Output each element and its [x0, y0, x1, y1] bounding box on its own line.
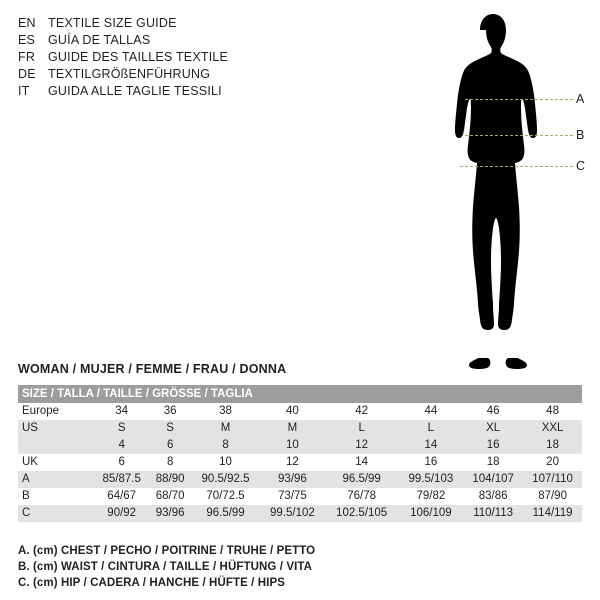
- cell: 6: [94, 454, 149, 471]
- cell: 114/119: [523, 505, 582, 522]
- language-row: [18, 84, 318, 101]
- cell: XL: [463, 420, 523, 437]
- cell: 102.5/105: [325, 505, 399, 522]
- legend-row-hip: C. (cm) HIP / CADERA / HANCHE / HÜFTE / HIPS: [18, 577, 286, 589]
- hip-measure-letter: C: [576, 159, 586, 173]
- language-title: GUIDE DES TAILLES TEXTILE: [48, 50, 229, 64]
- cell: 79/82: [399, 488, 464, 505]
- row-label: [18, 437, 94, 454]
- language-row: [18, 33, 318, 50]
- language-code: ES: [18, 33, 36, 47]
- cell: 99.5/102: [260, 505, 325, 522]
- cell: 8: [191, 437, 260, 454]
- table-row: [18, 403, 582, 420]
- cell: 87/90: [523, 488, 582, 505]
- row-label: US: [18, 420, 94, 437]
- row-label: A: [18, 471, 94, 488]
- cell: 107/110: [523, 471, 582, 488]
- language-title: TEXTILE SIZE GUIDE: [48, 16, 177, 30]
- table-header-row: [18, 385, 582, 403]
- table-header-label: SIZE / TALLA / TAILLE / GRÖSSE / TAGLIA: [18, 385, 582, 403]
- legend-row-waist: B. (cm) WAIST / CINTURA / TAILLE / HÜFTUNG / VITA: [18, 561, 313, 573]
- cell: 20: [523, 454, 582, 471]
- cell: 76/78: [325, 488, 399, 505]
- cell: 14: [325, 454, 399, 471]
- cell: 93/96: [149, 505, 191, 522]
- cell: 10: [191, 454, 260, 471]
- language-code: IT: [18, 84, 30, 98]
- cell: 8: [149, 454, 191, 471]
- cell: 70/72.5: [191, 488, 260, 505]
- cell: 36: [149, 403, 191, 420]
- language-code: EN: [18, 16, 36, 30]
- row-label: UK: [18, 454, 94, 471]
- cell: 73/75: [260, 488, 325, 505]
- cell: M: [260, 420, 325, 437]
- cell: M: [191, 420, 260, 437]
- table-row: [18, 505, 582, 522]
- cell: 42: [325, 403, 399, 420]
- cell: 14: [399, 437, 464, 454]
- language-title: GUÍA DE TALLAS: [48, 33, 151, 47]
- language-title: TEXTILGRÖßENFÜHRUNG: [48, 67, 211, 81]
- cell: L: [325, 420, 399, 437]
- body-figure: [430, 8, 595, 378]
- language-code: FR: [18, 50, 36, 64]
- cell: 83/86: [463, 488, 523, 505]
- cell: 12: [260, 454, 325, 471]
- section-title: WOMAN / MUJER / FEMME / FRAU / DONNA: [18, 362, 287, 376]
- cell: 96.5/99: [191, 505, 260, 522]
- measurement-legend: [18, 543, 578, 591]
- cell: 18: [463, 454, 523, 471]
- table-row: [18, 471, 582, 488]
- chest-measure-letter: A: [576, 92, 585, 106]
- cell: 16: [399, 454, 464, 471]
- language-row: [18, 67, 318, 84]
- table-row: [18, 454, 582, 471]
- language-header-block: [18, 16, 318, 101]
- cell: 90.5/92.5: [191, 471, 260, 488]
- cell: 48: [523, 403, 582, 420]
- cell: 4: [94, 437, 149, 454]
- cell: 85/87.5: [94, 471, 149, 488]
- cell: XXL: [523, 420, 582, 437]
- cell: 6: [149, 437, 191, 454]
- cell: 34: [94, 403, 149, 420]
- legend-row-chest: A. (cm) CHEST / PECHO / POITRINE / TRUHE / PETTO: [18, 545, 316, 557]
- cell: 46: [463, 403, 523, 420]
- row-label: B: [18, 488, 94, 505]
- cell: 44: [399, 403, 464, 420]
- hip-measure-line: [460, 166, 573, 168]
- table-row: [18, 437, 582, 454]
- female-silhouette-icon: [430, 8, 595, 378]
- table-row: [18, 420, 582, 437]
- cell: S: [149, 420, 191, 437]
- cell: 12: [325, 437, 399, 454]
- cell: S: [94, 420, 149, 437]
- cell: L: [399, 420, 464, 437]
- cell: 88/90: [149, 471, 191, 488]
- cell: 40: [260, 403, 325, 420]
- cell: 99.5/103: [399, 471, 464, 488]
- cell: 68/70: [149, 488, 191, 505]
- cell: 16: [463, 437, 523, 454]
- cell: 38: [191, 403, 260, 420]
- language-row: [18, 16, 318, 33]
- chest-measure-line: [465, 99, 573, 101]
- cell: 93/96: [260, 471, 325, 488]
- size-table: [18, 385, 582, 522]
- waist-measure-line: [465, 135, 573, 137]
- cell: 106/109: [399, 505, 464, 522]
- cell: 64/67: [94, 488, 149, 505]
- row-label: C: [18, 505, 94, 522]
- row-label: Europe: [18, 403, 94, 420]
- cell: 104/107: [463, 471, 523, 488]
- cell: 18: [523, 437, 582, 454]
- language-code: DE: [18, 67, 36, 81]
- cell: 110/113: [463, 505, 523, 522]
- cell: 90/92: [94, 505, 149, 522]
- waist-measure-letter: B: [576, 128, 585, 142]
- table-row: [18, 488, 582, 505]
- language-title: GUIDA ALLE TAGLIE TESSILI: [48, 84, 222, 98]
- language-row: [18, 50, 318, 67]
- cell: 96.5/99: [325, 471, 399, 488]
- cell: 10: [260, 437, 325, 454]
